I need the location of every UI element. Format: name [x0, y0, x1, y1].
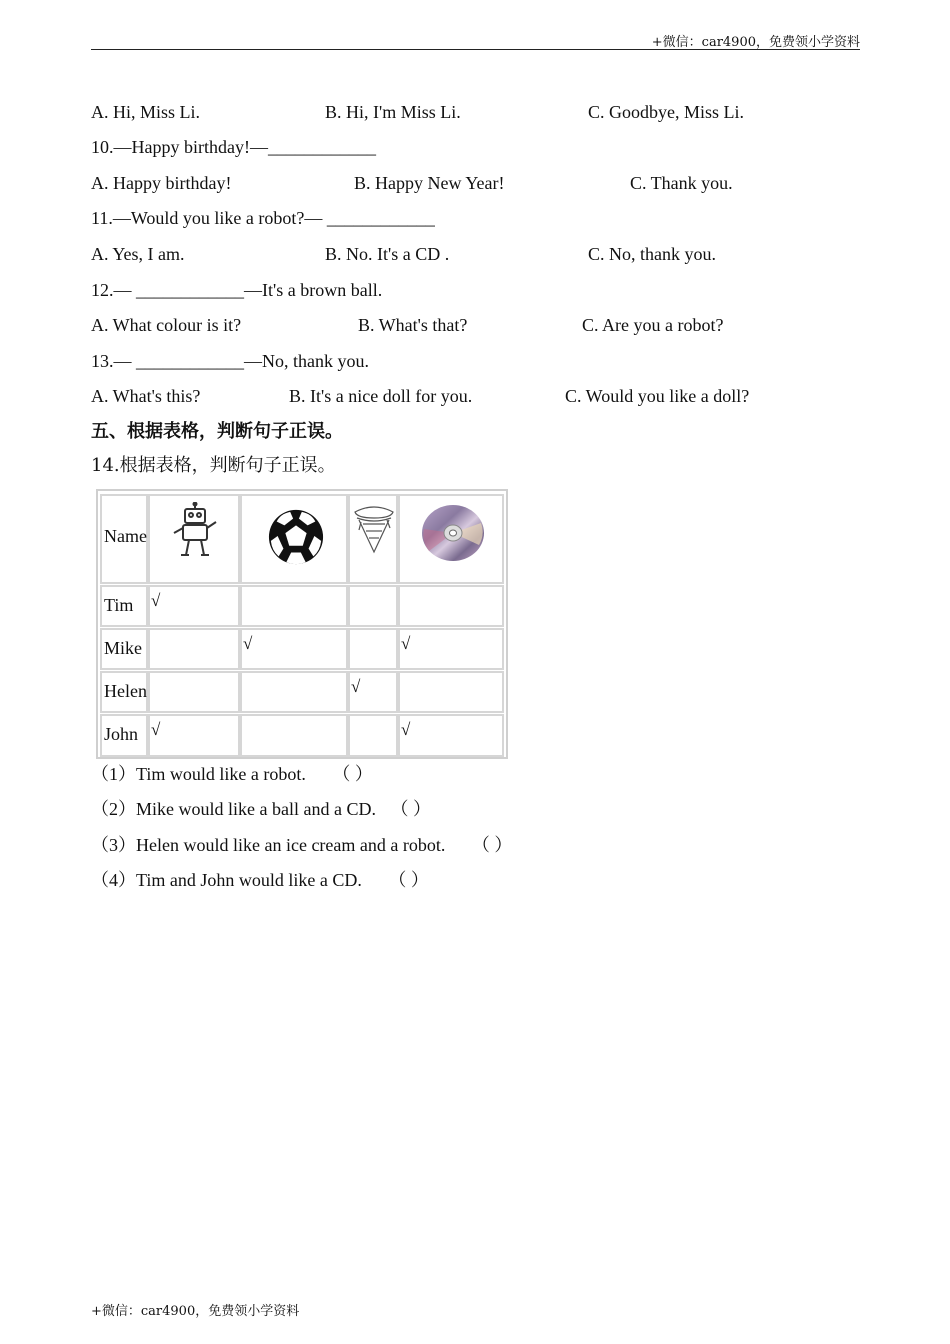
table-cell: [348, 628, 398, 670]
table-cell: [348, 585, 398, 627]
soccer-ball-icon: [267, 508, 325, 566]
q14-stem: 14.根据表格，判断句子正误。: [91, 455, 336, 476]
q10-option-c: C. Thank you.: [630, 173, 733, 193]
table-cell: [148, 714, 240, 757]
table-header-icecream-cell: [348, 494, 398, 584]
table-row-helen-name: [100, 671, 148, 713]
table-header-label: Name: [104, 526, 147, 546]
q11-option-a: A. Yes, I am.: [91, 244, 185, 264]
table-cell: [148, 628, 240, 670]
q13-option-c: C. Would you like a doll?: [565, 386, 750, 406]
q11-option-c: C. No, thank you.: [588, 244, 716, 264]
q13-option-b: B. It's a nice doll for you.: [289, 386, 473, 406]
table-row-john-name: [100, 714, 148, 757]
robot-icon: [170, 502, 220, 560]
ice-cream-icon: [351, 500, 397, 556]
table-cell: [398, 628, 504, 670]
q12-option-c: C. Are you a robot?: [582, 315, 724, 335]
table-cell: [240, 671, 348, 713]
table-cell: [240, 628, 348, 670]
statement-text: （4）Tim and John would like a CD.: [91, 870, 362, 890]
check-mark: √: [151, 591, 161, 610]
answer-blank[interactable]: （ ）: [390, 799, 431, 819]
q12-option-b: B. What's that?: [358, 315, 468, 335]
row-name: Mike: [104, 638, 142, 658]
table-cell: [240, 585, 348, 627]
table-row-mike-name: [100, 628, 148, 670]
page-header: +微信：car4900，免费领小学资料: [91, 31, 860, 50]
statement-text: （3）Helen would like an ice cream and a robot.: [91, 835, 446, 855]
cd-icon: [421, 503, 485, 563]
q11-option-b: B. No. It's a CD .: [325, 244, 450, 264]
table-cell: [398, 714, 504, 757]
q9-option-b: B. Hi, I'm Miss Li.: [325, 102, 461, 122]
check-mark: √: [401, 634, 411, 653]
q11-stem: 11.—Would you like a robot?— ____________: [91, 208, 435, 228]
table-cell: [240, 714, 348, 757]
table-header-ball-cell: [240, 494, 348, 584]
answer-blank[interactable]: （ ）: [471, 835, 513, 855]
statement-2: [91, 798, 431, 820]
q13-option-a: A. What's this?: [91, 386, 201, 406]
statement-3: [91, 834, 512, 856]
q10-option-a: A. Happy birthday!: [91, 173, 232, 193]
table-cell: [398, 585, 504, 627]
q12-option-a: A. What colour is it?: [91, 315, 242, 335]
check-mark: √: [243, 634, 253, 653]
table-header-name-cell: [100, 494, 148, 584]
check-mark: √: [351, 677, 361, 696]
statement-4: [91, 869, 429, 891]
table-row-tim-name: [100, 585, 148, 627]
q13-stem: 13.— ____________—No, thank you.: [91, 351, 369, 371]
table-cell: [348, 671, 398, 713]
row-name: Tim: [104, 595, 134, 615]
q9-option-c: C. Goodbye, Miss Li.: [588, 102, 745, 122]
answer-blank[interactable]: （ ）: [388, 870, 429, 890]
q10-stem: 10.—Happy birthday!—____________: [91, 137, 376, 157]
table-header-robot-cell: [148, 494, 240, 584]
statement-text: （1）Tim would like a robot.: [91, 764, 306, 784]
table-cell: [398, 671, 504, 713]
check-mark: √: [401, 720, 411, 739]
preferences-table: [96, 489, 508, 759]
page-footer: +微信：car4900，免费领小学资料: [91, 1304, 300, 1319]
table-cell: [148, 585, 240, 627]
row-name: John: [104, 724, 139, 744]
q12-stem: 12.— ____________—It's a brown ball.: [91, 280, 383, 300]
statement-text: （2）Mike would like a ball and a CD.: [91, 799, 376, 819]
q10-option-b: B. Happy New Year!: [354, 173, 505, 193]
statement-1: [91, 763, 373, 785]
table-header-cd-cell: [398, 494, 504, 584]
check-mark: √: [151, 720, 161, 739]
row-name: Helen: [104, 681, 147, 701]
table-cell: [348, 714, 398, 757]
table-cell: [148, 671, 240, 713]
answer-blank[interactable]: （ ）: [332, 764, 373, 784]
q9-option-a: A. Hi, Miss Li.: [91, 102, 201, 122]
section-five-title: 五、根据表格，判断句子正误。: [91, 421, 343, 442]
